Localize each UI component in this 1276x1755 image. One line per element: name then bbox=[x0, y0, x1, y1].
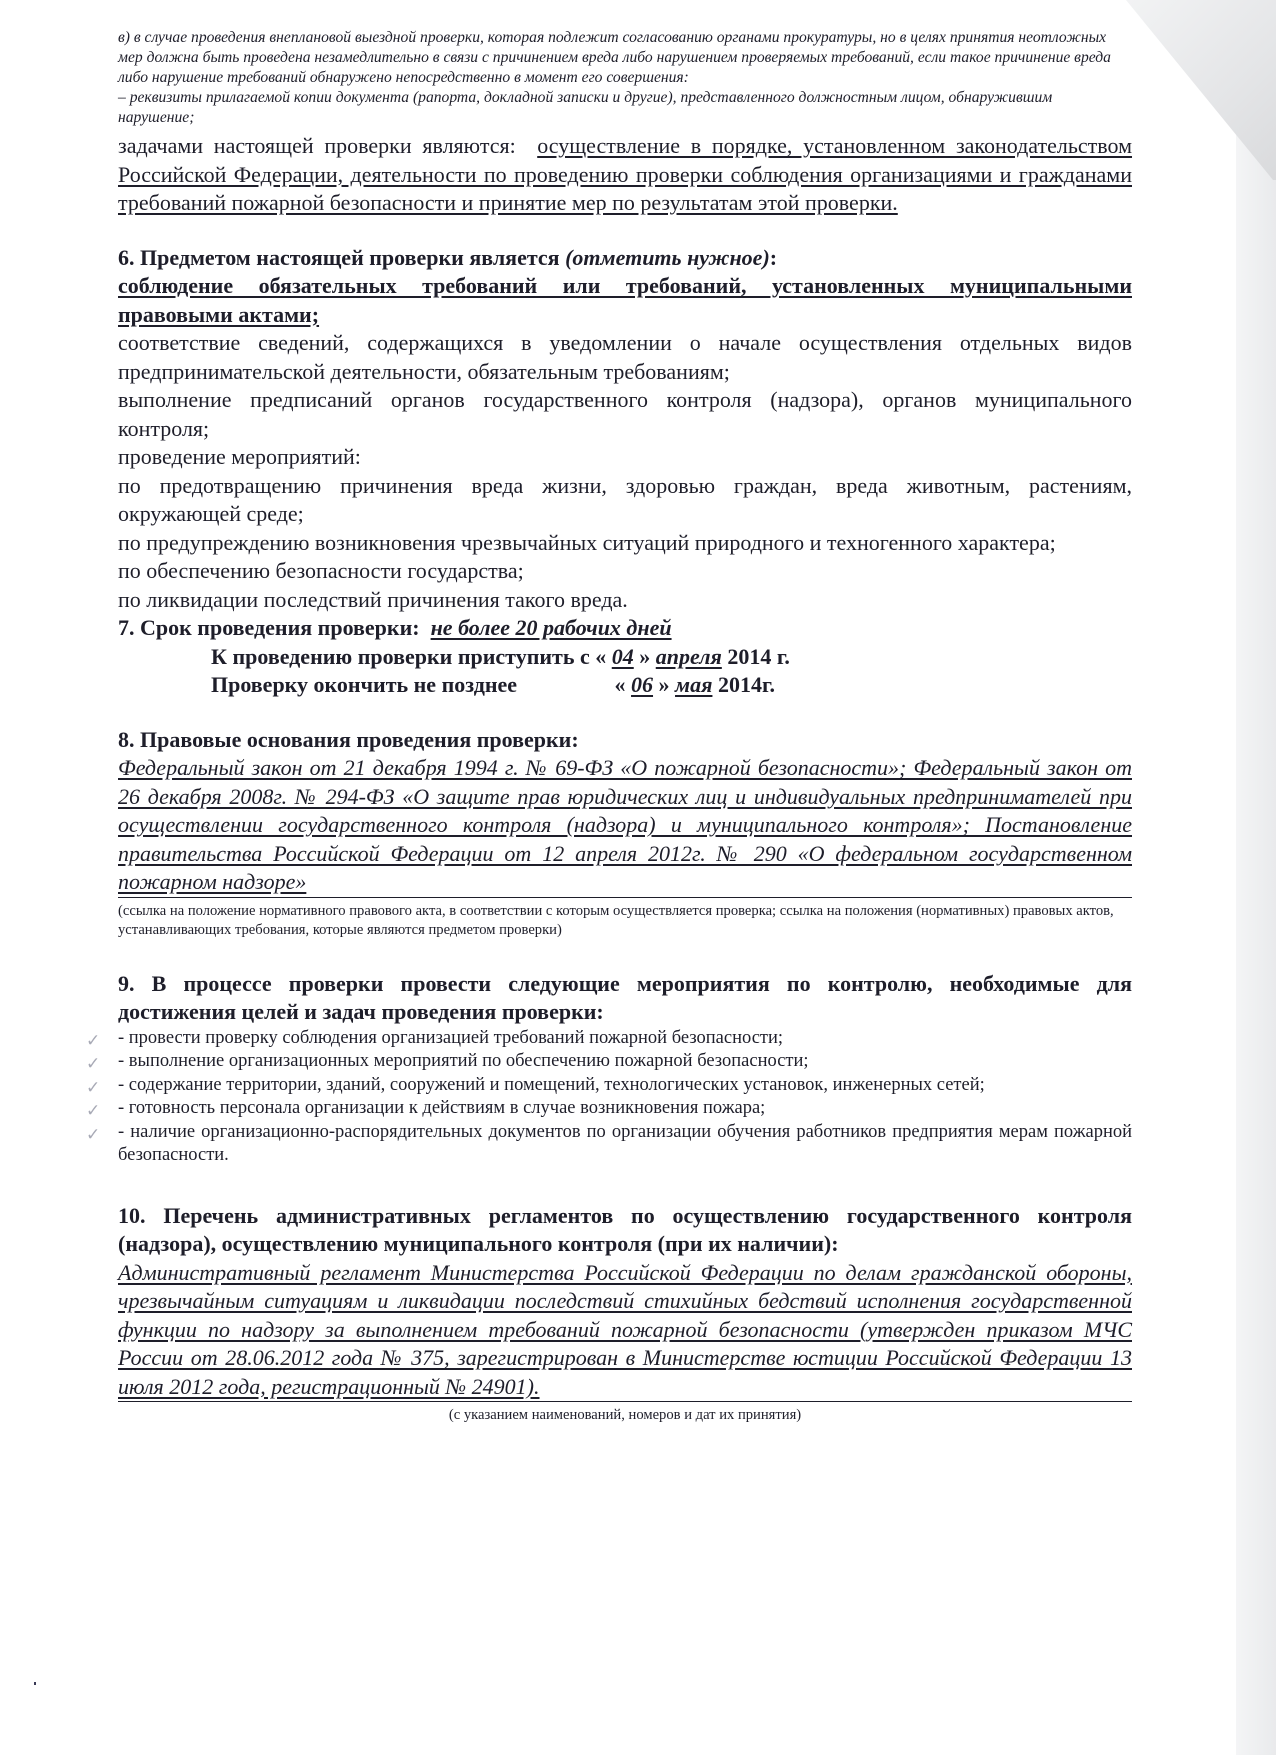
scan-speck bbox=[34, 1682, 36, 1685]
start-quote-close: » bbox=[639, 643, 651, 669]
section-6-item: по предотвращению причинения вреда жизни, здоровью граждан, вреда животным, растениям, окружающей среде; bbox=[118, 472, 1132, 526]
section-8 bbox=[118, 726, 1132, 898]
legal-basis-text: Федеральный закон от 21 декабря 1994 г. № 69-ФЗ «О пожарной безопасности»; Федеральный закон от 26 декабря 2008г. № 294-ФЗ «О защите прав юридических лиц и индивидуальных предпринимателей при осуществлении государственного контроля (надзора) и муниципального контроля»; Постановление правительства Российской Федерации от 12 апреля 2012г. № 290 «О федеральном государственном пожарном надзоре» bbox=[118, 754, 1132, 898]
intro-item-v: в) в случае проведения внеплановой выездной проверки, которая подлежит согласованию органами прокуратуры, но в целях принятия неотложных мер должна быть проведена незамедлительно в связи с причинением вреда либо нарушением проверяемых требований, если такое причинение вреда либо нарушение требований обнаружено непосредственно в момент его совершения: bbox=[118, 29, 1111, 86]
section-6-item: по обеспечению безопасности государства; bbox=[118, 558, 524, 583]
section-7-heading bbox=[118, 614, 1132, 643]
folded-corner bbox=[1126, 0, 1276, 180]
section-10 bbox=[118, 1202, 1132, 1403]
section-6 bbox=[118, 244, 1132, 615]
checkmark-icon: ✓ bbox=[86, 1101, 101, 1120]
section-6-selected-option: соблюдение обязательных требований или требований, установленных муниципальными правовыми актами; bbox=[118, 273, 1132, 327]
section-9-item bbox=[86, 1074, 1132, 1098]
start-day: 04 bbox=[611, 643, 634, 669]
section-6-item: выполнение предписаний органов государственного контроля (надзора), органов муниципального контроля; bbox=[118, 387, 1132, 441]
section-10-heading: 10. Перечень административных регламентов по осуществлению государственного контроля (надзора), осуществлению муниципального контроля (при их наличии): bbox=[118, 1202, 1132, 1256]
section-7 bbox=[118, 614, 1132, 700]
section-9-item-text: - готовность персонала организации к действиям в случае возникновения пожара; bbox=[118, 1098, 766, 1118]
section-9-item-text: - наличие организационно-распорядительных документов по организации обучения работников предприятия мерам пожарной безопасности. bbox=[118, 1121, 1132, 1165]
section-9-item bbox=[86, 1050, 1132, 1074]
end-month: мая bbox=[675, 672, 713, 697]
intro-item-dash: – реквизиты прилагаемой копии документа (рапорта, докладной записки и другие), представленного должностным лицом, обнаружившим нарушение; bbox=[118, 89, 1053, 126]
start-month: апреля bbox=[655, 643, 722, 669]
tasks-value: осуществление в порядке, установленном законодательством Российской Федерации, деятельности по проведению проверки соблюдения организациями и гражданами требований пожарной безопасности и принятие мер по результатам этой проверки. bbox=[118, 133, 1133, 215]
section-6-heading-note: (отметить нужное) bbox=[565, 244, 770, 270]
end-date-line bbox=[118, 671, 1132, 700]
document-page bbox=[86, 28, 1133, 1425]
start-year: 2014 г. bbox=[727, 643, 790, 669]
section-9 bbox=[86, 970, 1132, 1168]
regulations-text: Административный регламент Министерства Российской Федерации по делам гражданской обороны, чрезвычайным ситуациям и ликвидации последствий стихийных бедствий исполнения государственной функции по надзору за выполнением требований пожарной безопасности (утвержден приказом МЧС России от 28.06.2012 года № 375, зарегистрирован в Министерстве юстиции Российской Федерации 13 июля 2012 года, регистрационный № 24901). bbox=[118, 1259, 1132, 1403]
section-6-heading-colon: : bbox=[769, 244, 778, 270]
end-quote-open: « bbox=[614, 672, 626, 697]
tasks-label: задачами настоящей проверки являются: bbox=[118, 133, 516, 158]
inspection-duration: не более 20 рабочих дней bbox=[430, 615, 672, 640]
end-quote-close: » bbox=[658, 672, 670, 697]
section-6-item: проведение мероприятий: bbox=[118, 444, 361, 469]
section-6-item: соответствие сведений, содержащихся в уведомлении о начале осуществления отдельных видов предпринимательской деятельности, обязательным требованиям; bbox=[118, 330, 1132, 384]
checkmark-icon: ✓ bbox=[86, 1030, 101, 1050]
end-date-label: Проверку окончить не позднее bbox=[211, 672, 518, 697]
section-9-item-text: - провести проверку соблюдения организацией требований пожарной безопасности; bbox=[118, 1027, 784, 1048]
end-year: 2014г. bbox=[717, 672, 775, 697]
tasks-block bbox=[118, 132, 1132, 218]
section-9-item bbox=[86, 1097, 1132, 1121]
section-6-heading-text: 6. Предметом настоящей проверки является bbox=[118, 244, 560, 270]
section-8-note: (ссылка на положение нормативного правового акта, в соответствии с которым осуществляется проверка; ссылка на положения (нормативных) правовых актов, устанавливающих требования, которые являются предметом проверки) bbox=[118, 902, 1114, 938]
checkmark-icon: ✓ bbox=[86, 1054, 101, 1073]
scan-page-edge bbox=[1236, 0, 1276, 1755]
checkmark-icon: ✓ bbox=[86, 1077, 101, 1097]
start-date-label: К проведению проверки приступить с « bbox=[211, 643, 607, 669]
section-6-item: по предупреждению возникновения чрезвычайных ситуаций природного и техногенного характера; bbox=[118, 529, 1056, 555]
section-9-item bbox=[86, 1121, 1132, 1168]
section-6-heading bbox=[118, 244, 1132, 273]
section-10-note: (с указанием наименований, номеров и дат их принятия) bbox=[448, 1407, 802, 1423]
section-9-heading: 9. В процессе проверки провести следующие мероприятия по контролю, необходимые для достижения целей и задач проведения проверки: bbox=[118, 970, 1132, 1024]
section-9-item bbox=[86, 1027, 1132, 1051]
section-8-heading: 8. Правовые основания проведения проверки: bbox=[118, 726, 579, 752]
start-date-line bbox=[118, 643, 1132, 672]
section-9-item-text: - содержание территории, зданий, сооружений и помещений, технологических установок, инженерных сетей; bbox=[118, 1074, 985, 1095]
checkmark-icon: ✓ bbox=[86, 1124, 101, 1144]
end-day: 06 bbox=[631, 672, 654, 697]
section-7-heading-text: 7. Срок проведения проверки: bbox=[118, 615, 420, 640]
section-6-item: по ликвидации последствий причинения такого вреда. bbox=[118, 586, 628, 612]
section-9-item-text: - выполнение организационных мероприятий по обеспечению пожарной безопасности; bbox=[118, 1051, 809, 1071]
